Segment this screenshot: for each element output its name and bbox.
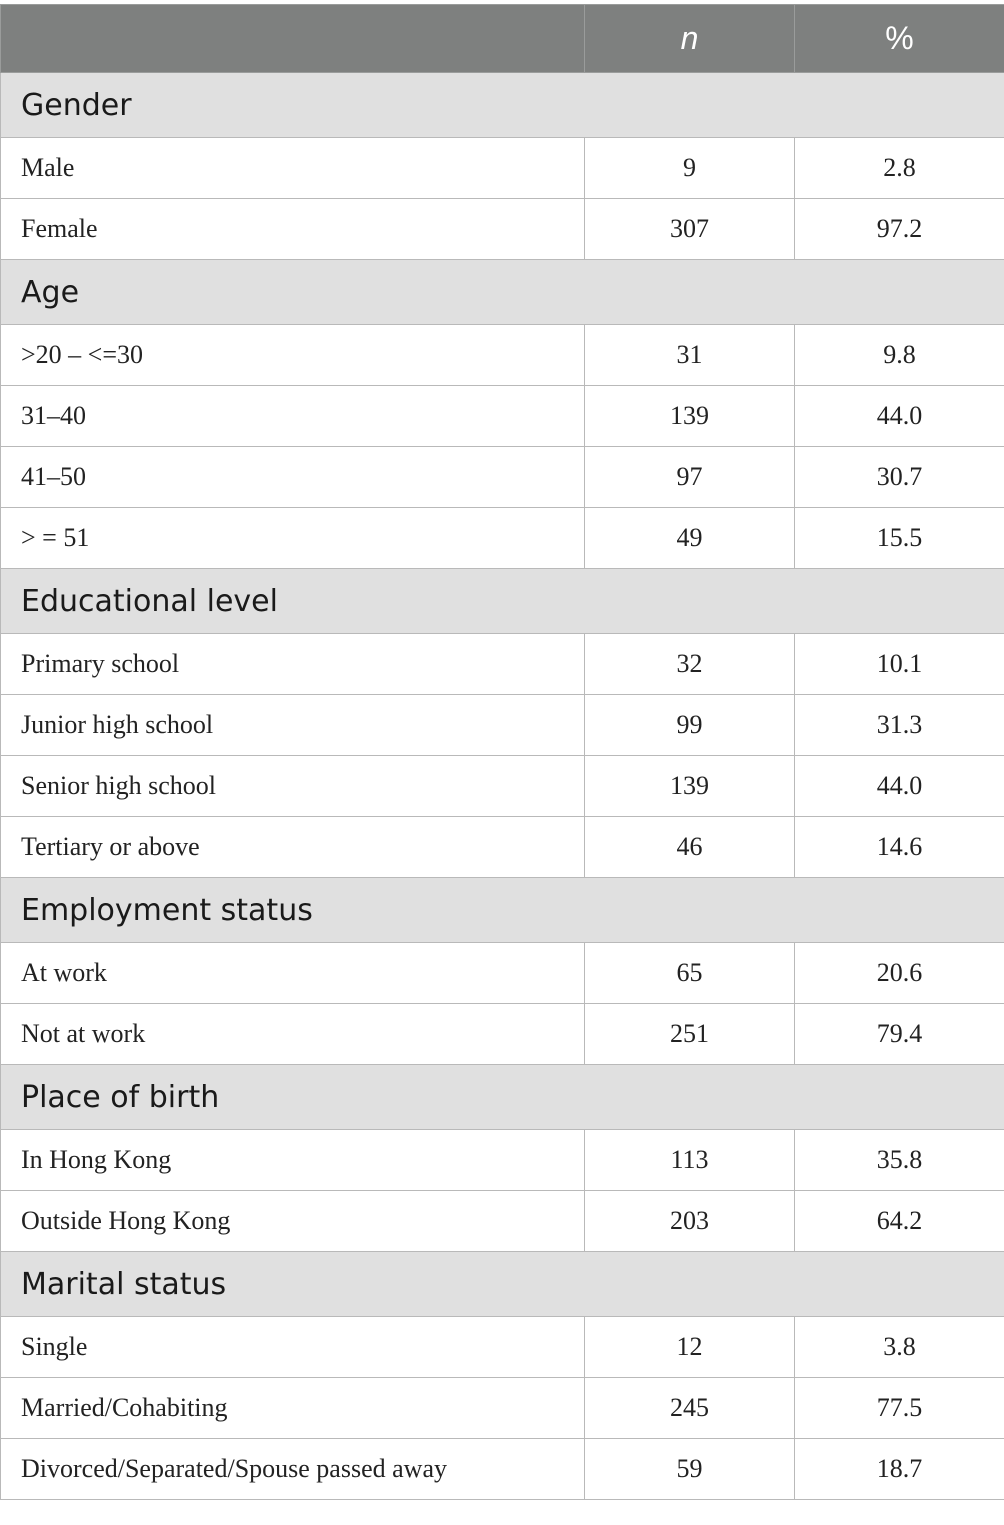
- table-row: [1, 1378, 1004, 1439]
- row-label: Single: [1, 1317, 585, 1378]
- row-label: > = 51: [1, 508, 585, 569]
- group-title: Marital status: [1, 1252, 1004, 1317]
- group-header-row: [1, 1252, 1004, 1317]
- row-percent: 10.1: [795, 634, 1004, 695]
- row-n: 32: [585, 634, 795, 695]
- row-n: 307: [585, 199, 795, 260]
- row-n: 9: [585, 138, 795, 199]
- group-title: Gender: [1, 73, 1004, 138]
- table-row: [1, 1191, 1004, 1252]
- row-label: Female: [1, 199, 585, 260]
- table-row: [1, 695, 1004, 756]
- row-n: 113: [585, 1130, 795, 1191]
- table-row: [1, 386, 1004, 447]
- group-header-row: [1, 73, 1004, 138]
- table-row: [1, 199, 1004, 260]
- row-percent: 14.6: [795, 817, 1004, 878]
- row-n: 46: [585, 817, 795, 878]
- group-title: Educational level: [1, 569, 1004, 634]
- row-label: Tertiary or above: [1, 817, 585, 878]
- table-row: [1, 138, 1004, 199]
- row-label: At work: [1, 943, 585, 1004]
- table-row: [1, 1130, 1004, 1191]
- table-row: [1, 756, 1004, 817]
- group-header-row: [1, 260, 1004, 325]
- row-n: 99: [585, 695, 795, 756]
- row-n: 59: [585, 1439, 795, 1500]
- row-label: In Hong Kong: [1, 1130, 585, 1191]
- table-row: [1, 817, 1004, 878]
- table-body: [1, 73, 1004, 1500]
- row-n: 203: [585, 1191, 795, 1252]
- row-percent: 3.8: [795, 1317, 1004, 1378]
- row-percent: 64.2: [795, 1191, 1004, 1252]
- table-row: [1, 1317, 1004, 1378]
- table-header-row: [1, 5, 1004, 73]
- group-header-row: [1, 878, 1004, 943]
- row-label: Junior high school: [1, 695, 585, 756]
- table-row: [1, 1004, 1004, 1065]
- group-title: Employment status: [1, 878, 1004, 943]
- table-row: [1, 325, 1004, 386]
- row-n: 31: [585, 325, 795, 386]
- row-percent: 15.5: [795, 508, 1004, 569]
- row-percent: 77.5: [795, 1378, 1004, 1439]
- row-percent: 18.7: [795, 1439, 1004, 1500]
- table-row: [1, 447, 1004, 508]
- row-percent: 97.2: [795, 199, 1004, 260]
- row-percent: 9.8: [795, 325, 1004, 386]
- header-n: n: [585, 5, 795, 73]
- row-label: >20 – <=30: [1, 325, 585, 386]
- table-row: [1, 634, 1004, 695]
- row-label: Outside Hong Kong: [1, 1191, 585, 1252]
- row-label: Married/Cohabiting: [1, 1378, 585, 1439]
- row-percent: 20.6: [795, 943, 1004, 1004]
- row-percent: 44.0: [795, 756, 1004, 817]
- row-percent: 35.8: [795, 1130, 1004, 1191]
- row-label: Senior high school: [1, 756, 585, 817]
- group-title: Age: [1, 260, 1004, 325]
- row-n: 65: [585, 943, 795, 1004]
- row-n: 139: [585, 386, 795, 447]
- row-n: 12: [585, 1317, 795, 1378]
- table-row: [1, 1439, 1004, 1500]
- row-n: 139: [585, 756, 795, 817]
- row-n: 251: [585, 1004, 795, 1065]
- row-percent: 79.4: [795, 1004, 1004, 1065]
- header-percent: %: [795, 5, 1004, 73]
- demographics-table: [0, 4, 1004, 1500]
- row-label: Primary school: [1, 634, 585, 695]
- row-n: 97: [585, 447, 795, 508]
- row-n: 49: [585, 508, 795, 569]
- table-row: [1, 508, 1004, 569]
- row-label: Not at work: [1, 1004, 585, 1065]
- table-row: [1, 943, 1004, 1004]
- header-blank-cell: [1, 5, 585, 73]
- group-title: Place of birth: [1, 1065, 1004, 1130]
- row-label: Divorced/Separated/Spouse passed away: [1, 1439, 585, 1500]
- row-label: Male: [1, 138, 585, 199]
- row-n: 245: [585, 1378, 795, 1439]
- group-header-row: [1, 569, 1004, 634]
- row-label: 41–50: [1, 447, 585, 508]
- group-header-row: [1, 1065, 1004, 1130]
- row-percent: 2.8: [795, 138, 1004, 199]
- row-percent: 44.0: [795, 386, 1004, 447]
- row-label: 31–40: [1, 386, 585, 447]
- row-percent: 30.7: [795, 447, 1004, 508]
- row-percent: 31.3: [795, 695, 1004, 756]
